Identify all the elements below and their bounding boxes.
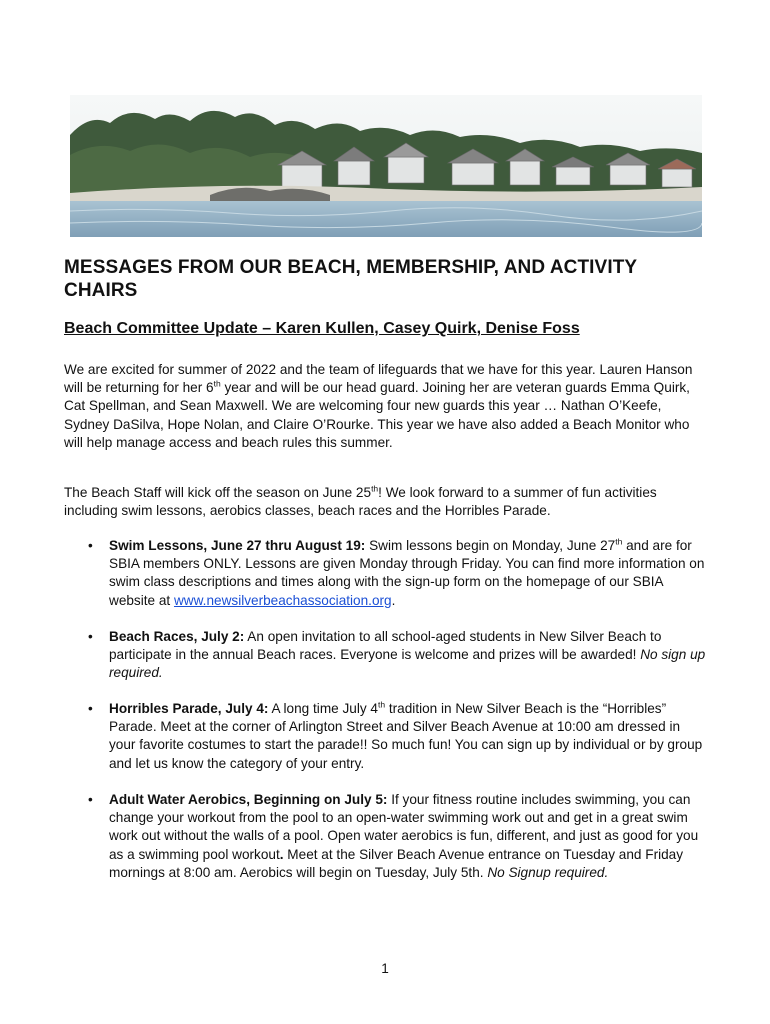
list-item-bold-dot: .	[279, 846, 284, 862]
list-item-body-cont: and are for SBIA members ONLY. Lessons are given Monday through Friday. You can find more information on swim class descriptions and times along with the sign-up form on the homepage of our SBIA website at	[109, 538, 705, 608]
bullet-icon: •	[88, 629, 93, 644]
list-item-lead: Swim Lessons, June 27 thru August 19:	[109, 538, 366, 553]
list-item-text	[109, 628, 709, 683]
section-subheading: Beach Committee Update – Karen Kullen, Casey Quirk, Denise Foss	[64, 320, 580, 337]
bullet-icon: •	[88, 792, 93, 807]
page-number: 1	[381, 961, 389, 976]
list-item-note: No Signup required.	[487, 864, 609, 880]
list-item-lead: Beach Races, July 2:	[109, 629, 245, 644]
list-item-lead: Horribles Parade, July 4:	[109, 701, 269, 716]
list-item-sup: th	[378, 699, 386, 710]
bullet-icon: •	[88, 701, 93, 716]
page-heading: MESSAGES FROM OUR BEACH, MEMBERSHIP, AND ACTIVITY CHAIRS	[64, 257, 637, 301]
kickoff-sup: th	[371, 483, 379, 494]
intro-paragraph	[64, 361, 709, 452]
bullet-icon: •	[88, 538, 93, 553]
list-item-text	[109, 791, 709, 882]
list-item-note: No sign up required.	[109, 647, 706, 681]
list-item-sup: th	[615, 536, 623, 547]
list-item-body: An open invitation to all school-aged students in New Silver Beach to participate in the annual Beach races. Everyone is welcome and prizes will be awarded!	[109, 629, 662, 663]
kickoff-paragraph	[64, 484, 709, 520]
list-item-text	[109, 537, 709, 610]
kickoff-text-a: The Beach Staff will kick off the season on June 25	[64, 485, 372, 500]
intro-text-b: year and will be our head guard. Joining her are veteran guards Emma Quirk, Cat Spellman, and Sean Maxwell. We are welcoming four new guards this year … Nathan O’Keefe, Sydney DaSilva, Hope Nolan, and Claire O’Rourke. This year we have also added a Beach Monitor who will help manage access and beach rules this summer.	[64, 380, 690, 450]
intro-text-a: We are excited for summer of 2022 and the team of lifeguards that we have for this year. Lauren Hanson will be returning for her 6	[64, 362, 693, 396]
list-item-lead: Adult Water Aerobics, Beginning on July 5:	[109, 792, 388, 807]
kickoff-text-b: ! We look forward to a summer of fun activities including swim lessons, aerobics classes, beach races and the Horribles Parade.	[64, 485, 657, 519]
list-item-body-cont: tradition in New Silver Beach is the “Horribles” Parade. Meet at the corner of Arlington Street and Silver Beach Avenue at 10:00 am dressed in your favorite costumes to start the parade!! So much fun! You can sign up by individual or by group and let us know the category of your entry.	[109, 701, 703, 771]
beach-houses-photo	[70, 95, 702, 237]
website-link[interactable]: www.newsilverbeachassociation.org	[173, 592, 392, 608]
list-item-body-cont: Meet at the Silver Beach Avenue entrance on Tuesday and Friday mornings at 8:00 am. Aerobics will begin on Tuesday, July 5th.	[109, 846, 684, 880]
list-item-end: .	[391, 592, 396, 608]
list-item-body: If your fitness routine includes swimming, you can change your workout from the pool to an open-water swimming work out and get in a great swim work out without the walls of a pool. Open water aerobics is fun, different, and just as good for you as a swimming pool workout	[109, 792, 699, 862]
list-item-body: A long time July 4	[268, 701, 378, 716]
list-item-body: Swim lessons begin on Monday, June 27	[365, 538, 616, 553]
intro-sup: th	[213, 378, 221, 389]
list-item-text	[109, 700, 709, 773]
